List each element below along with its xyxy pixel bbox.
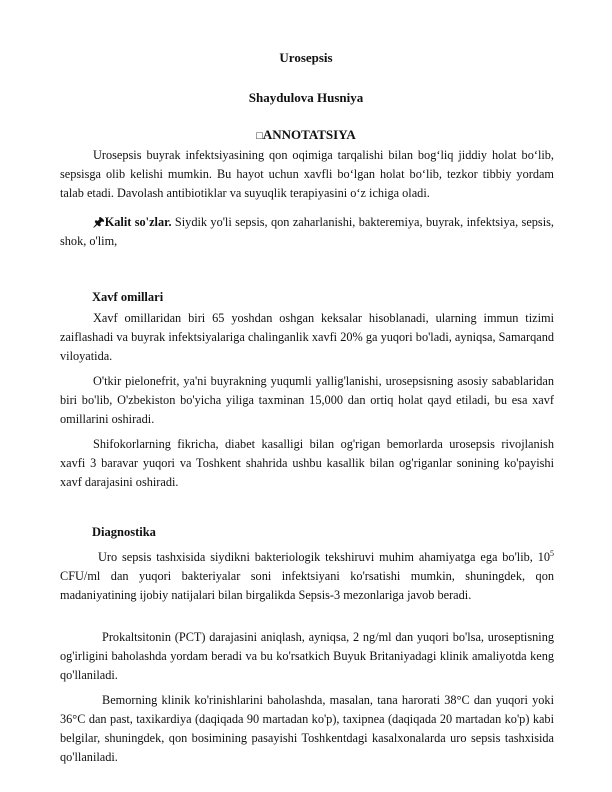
keywords-text: Siydik yo'li sepsis, qon zaharlanishi, bakteremiya, buyrak, infektsiya, sepsis, shok, o'lim, <box>60 215 554 248</box>
keywords-paragraph <box>60 213 554 251</box>
annotation-heading <box>0 127 612 143</box>
document-title: Urosepsis <box>279 50 333 65</box>
annotation-text: Urosepsis buyrak infektsiyasining qon oqimiga tarqalishi bilan bog‘liq jiddiy holat bo‘lib, sepsisga olib kelishi mumkin. Bu hayot uchun xavfli bo‘lgan holat bo‘lib, tezkor tibbiy yordam talab etadi. Davolash antibiotiklar va suyuqlik terapiyasini o‘z ichiga oladi. <box>60 148 554 200</box>
diagnostics-paragraph-2: Prokaltsitonin (PCT) darajasini aniqlash, ayniqsa, 2 ng/ml dan yuqori bo'lsa, uroseptisning og'irligini baholashda yordam beradi va bu ko'rsatkich Buyuk Britaniyadagi klinik amaliyotda keng qo'llaniladi. <box>60 630 554 682</box>
checkbox-glyph-icon: □ <box>256 130 263 142</box>
risk-paragraph-2: O'tkir pielonefrit, ya'ni buyrakning yuqumli yallig'lanishi, urosepsisning asosiy sabablaridan biri bo'lib, O'zbekiston bo'yicha yiliga taxminan 15,000 dan ortiq holat qayd etiladi, bu esa xavf omillarini oshiradi. <box>60 374 554 426</box>
annotation-heading-text: ANNOTATSIYA <box>262 127 356 142</box>
risk-paragraph-1: Xavf omillaridan biri 65 yoshdan oshgan keksalar hisoblanadi, ularning immun tizimi zaiflashadi va buyrak infektsiyalariga chalinganlik xavfi 20% ga yuqori bo'ladi, ayniqsa, Samarqand viloyatida. <box>60 311 554 363</box>
diagnostics-paragraph-1 <box>60 544 554 605</box>
keywords-label: Kalit so'zlar. <box>104 215 172 229</box>
exponent-superscript: 5 <box>550 549 554 558</box>
section-heading-risk: Xavf omillari <box>92 290 164 304</box>
diagnostics-p1-part-a: Uro sepsis tashxisida siydikni bakteriologik tekshiruvi muhim ahamiyatga ega bo'lib, 10 <box>98 550 550 565</box>
author-name: Shaydulova Husniya <box>248 90 364 105</box>
pushpin-icon: 🖈 <box>93 215 105 229</box>
diagnostics-paragraph-3: Bemorning klinik ko'rinishlarini baholashda, masalan, tana harorati 38°C dan yuqori yoki 36°C dan past, taxikardiya (daqiqada 90 martadan ko'p), taxipnea (daqiqada 20 martadan ko'p) kabi belgilar, shuningdek, qon bosimining pasayishi Toshkentdagi kasalxonalarda uro sepsis tashxisida qo'llaniladi. <box>60 693 554 764</box>
section-heading-diagnostics: Diagnostika <box>92 525 156 539</box>
diagnostics-p1-part-b: CFU/ml dan yuqori bakteriyalar soni infektsiyani ko'rsatishi mumkin, shuningdek, qon madaniyatining ijobiy natijalari bilan birgalikda Sepsis-3 mezonlariga javob beradi. <box>60 569 554 603</box>
risk-paragraph-3: Shifokorlarning fikricha, diabet kasalligi bilan og'rigan bemorlarda urosepsis rivojlanish xavfi 3 baravar yuqori va Toshkent shahrida ushbu kasallik bilan og'riganlar sonining ko'payishi xavf darajasini oshiradi. <box>60 437 554 489</box>
